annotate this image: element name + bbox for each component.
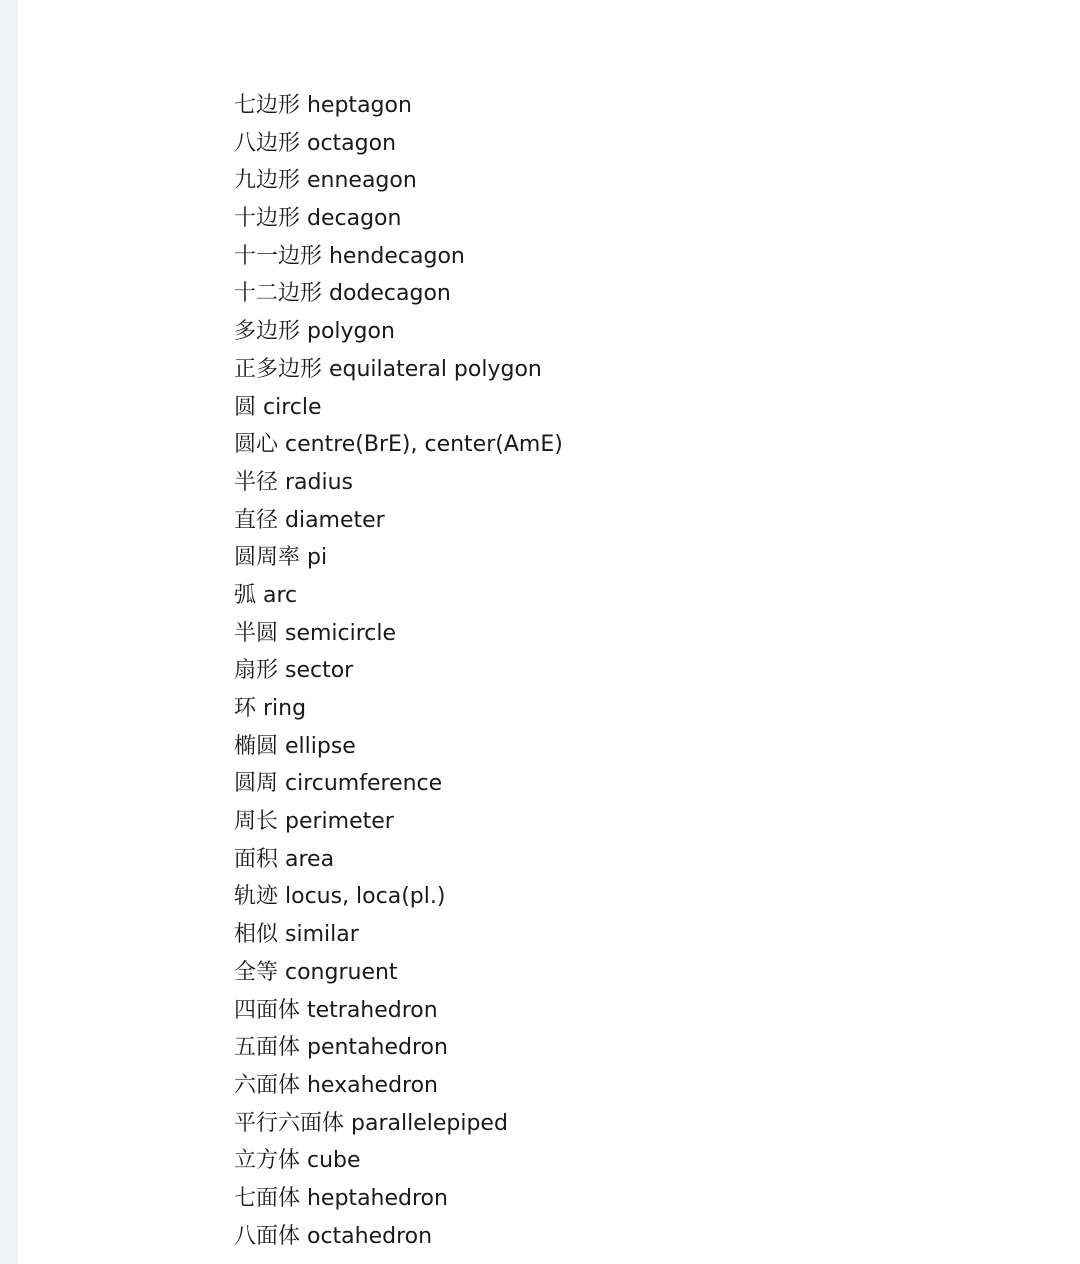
glossary-item: 八面体 octahedron xyxy=(234,1223,433,1249)
glossary-item: 直径 diameter xyxy=(234,507,385,533)
glossary-item: 相似 similar xyxy=(234,922,359,948)
left-margin-strip xyxy=(0,0,18,1264)
glossary-item: 五面体 pentahedron xyxy=(234,1035,448,1061)
glossary-item: 平行六面体 parallelepiped xyxy=(234,1110,508,1136)
document-page xyxy=(18,0,1080,1264)
glossary-item: 十一边形 hendecagon xyxy=(234,243,465,269)
glossary-item: 十二边形 dodecagon xyxy=(234,281,451,307)
glossary-item: 立方体 cube xyxy=(234,1148,361,1174)
glossary-item: 椭圆 ellipse xyxy=(234,733,356,759)
glossary-item: 扇形 sector xyxy=(234,658,354,684)
glossary-item: 圆 circle xyxy=(234,394,322,420)
glossary-item: 全等 congruent xyxy=(234,959,398,985)
glossary-item: 四面体 tetrahedron xyxy=(234,997,438,1023)
glossary-item: 弧 arc xyxy=(234,582,298,608)
glossary-item: 九边形 enneagon xyxy=(234,168,417,194)
glossary-item: 圆周率 pi xyxy=(234,545,328,571)
glossary-item: 多边形 polygon xyxy=(234,319,395,345)
glossary-item: 圆心 centre(BrE), center(AmE) xyxy=(234,432,563,458)
glossary-item: 正多边形 equilateral polygon xyxy=(234,356,542,382)
glossary-item: 轨迹 locus, loca(pl.) xyxy=(234,884,446,910)
glossary-item: 八边形 octagon xyxy=(234,130,397,156)
glossary-item: 半圆 semicircle xyxy=(234,620,397,646)
glossary-list xyxy=(234,87,563,1255)
glossary-item: 六面体 hexahedron xyxy=(234,1072,438,1098)
glossary-item: 半径 radius xyxy=(234,469,354,495)
glossary-item: 七面体 heptahedron xyxy=(234,1185,448,1211)
glossary-item: 周长 perimeter xyxy=(234,809,394,835)
glossary-item: 圆周 circumference xyxy=(234,771,443,797)
glossary-item: 七边形 heptagon xyxy=(234,93,412,118)
glossary-item: 十边形 decagon xyxy=(234,206,402,232)
glossary-item: 面积 area xyxy=(234,846,335,872)
glossary-item: 环 ring xyxy=(234,696,307,721)
